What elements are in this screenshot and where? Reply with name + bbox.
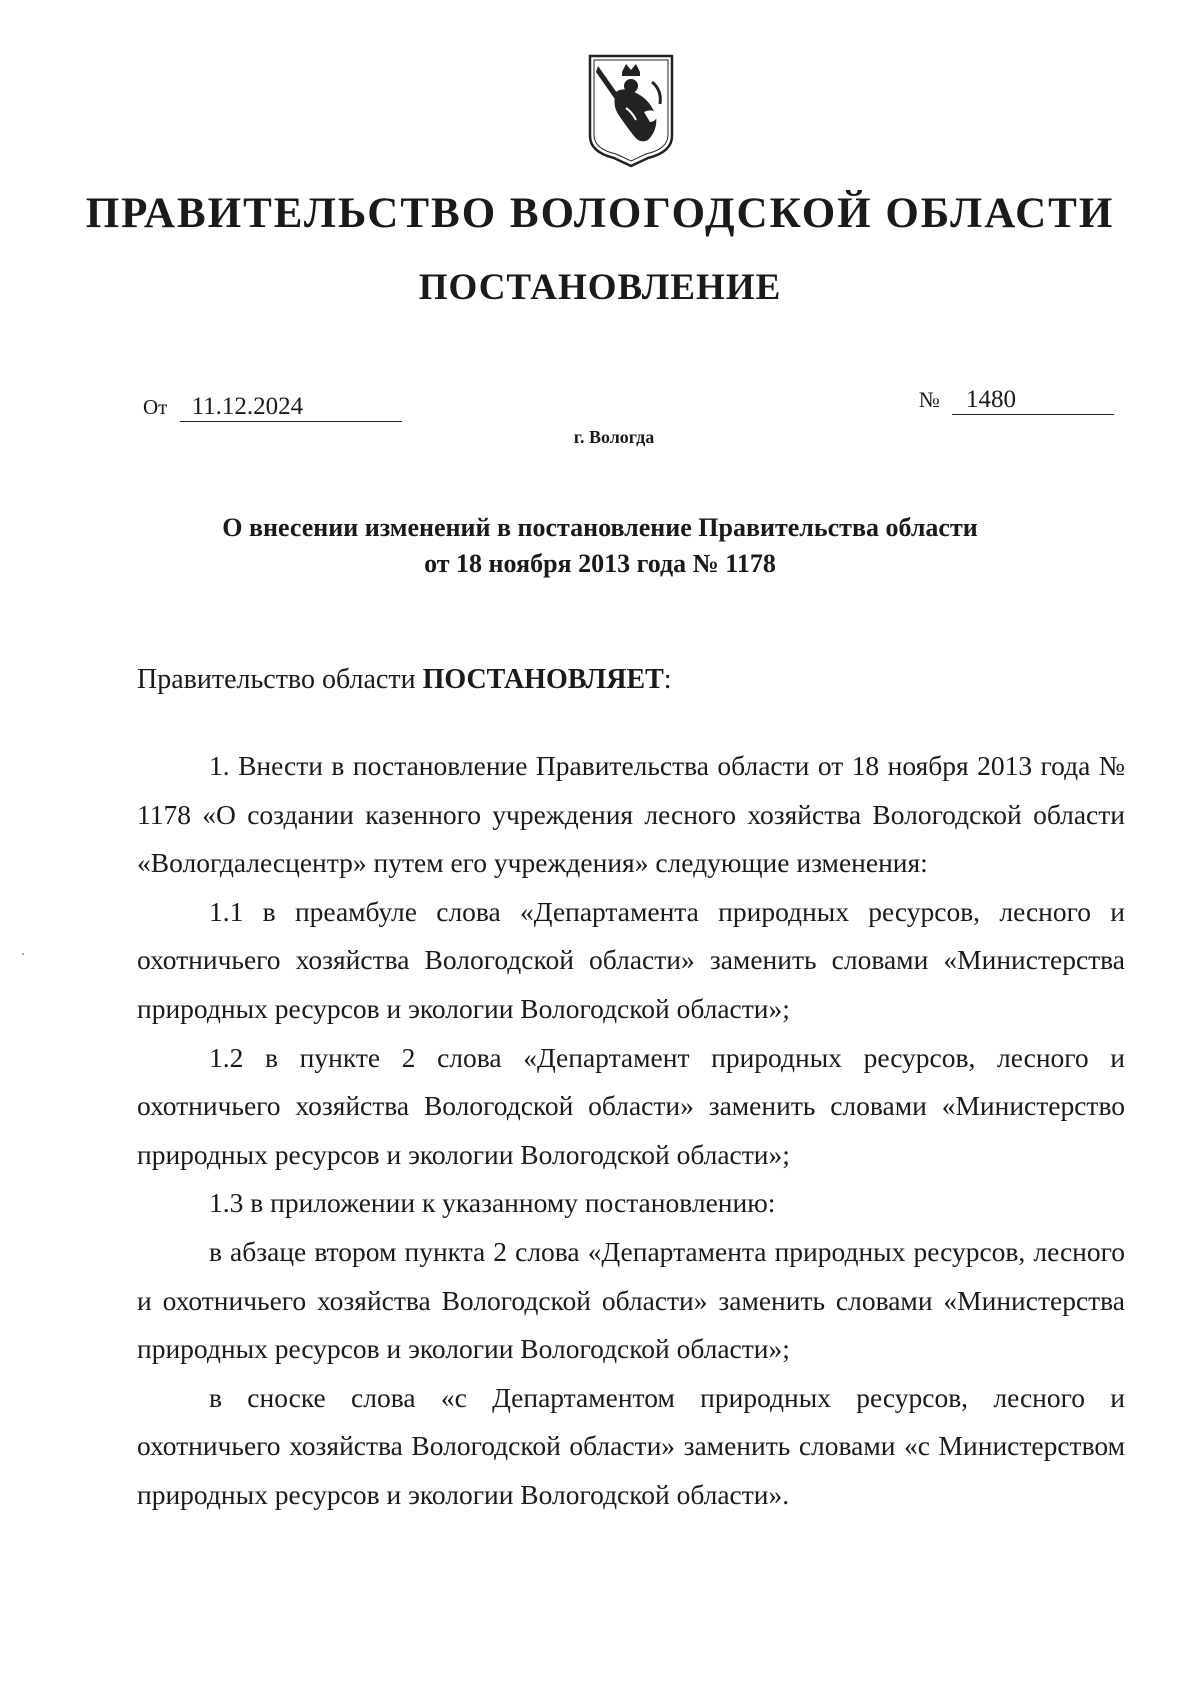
paragraph-1-3-b: в сноске слова «с Департаментом природных ресурсов, лесного и охотничьего хозяйства Вологодской области» заменить словами «с Министерством природных ресурсов и экологии Вологодской области». <box>137 1381 1125 1510</box>
date-prefix: От <box>143 395 168 419</box>
preamble <box>137 664 672 696</box>
subject-line-1: О внесении изменений в постановление Правительства области <box>222 513 978 542</box>
number-field <box>919 386 1114 415</box>
paragraph-1: 1. Внести в постановление Правительства области от 18 ноября 2013 года № 1178 «О создании казенного учреждения лесного хозяйства Вологодской области «Вологдалесцентр» путем его учреждения» следующие изменения: <box>137 750 1125 879</box>
subject-line-2: от 18 ноября 2013 года № 1178 <box>424 548 776 578</box>
preamble-text: Правительство области <box>137 664 423 695</box>
preamble-keyword: ПОСТАНОВЛЯЕТ <box>422 664 664 695</box>
document-body <box>137 742 1125 1520</box>
paragraph-1-1: 1.1 в преамбуле слова «Департамента природных ресурсов, лесного и охотничьего хозяйства Вологодской области» заменить словами «Министерства природных ресурсов и экологии Вологодской области»; <box>137 895 1125 1024</box>
date-field <box>143 393 402 422</box>
paragraph-1-3-a: в абзаце втором пункта 2 слова «Департамента природных ресурсов, лесного и охотничьего хозяйства Вологодской области» заменить словами «Министерства природных ресурсов и экологии Вологодской области»; <box>137 1235 1125 1365</box>
scan-speck <box>22 953 24 955</box>
paragraph-1-2: 1.2 в пункте 2 слова «Департамент природных ресурсов, лесного и охотничьего хозяйства Вологодской области» заменить словами «Министерство природных ресурсов и экологии Вологодской области»; <box>137 1041 1125 1170</box>
document-subject <box>0 510 1200 581</box>
number-prefix: № <box>918 387 940 412</box>
organization-title: ПРАВИТЕЛЬСТВО ВОЛОГОДСКОЙ ОБЛАСТИ <box>85 190 1115 237</box>
preamble-suffix: : <box>663 664 672 695</box>
document-type: ПОСТАНОВЛЕНИЕ <box>418 267 782 308</box>
city: г. Вологда <box>573 427 655 447</box>
date-value: 11.12.2024 <box>180 394 402 422</box>
paragraph-1-3: 1.3 в приложении к указанному постановлению: <box>209 1187 776 1219</box>
number-value: 1480 <box>952 387 1114 415</box>
coat-of-arms-icon <box>586 52 676 170</box>
